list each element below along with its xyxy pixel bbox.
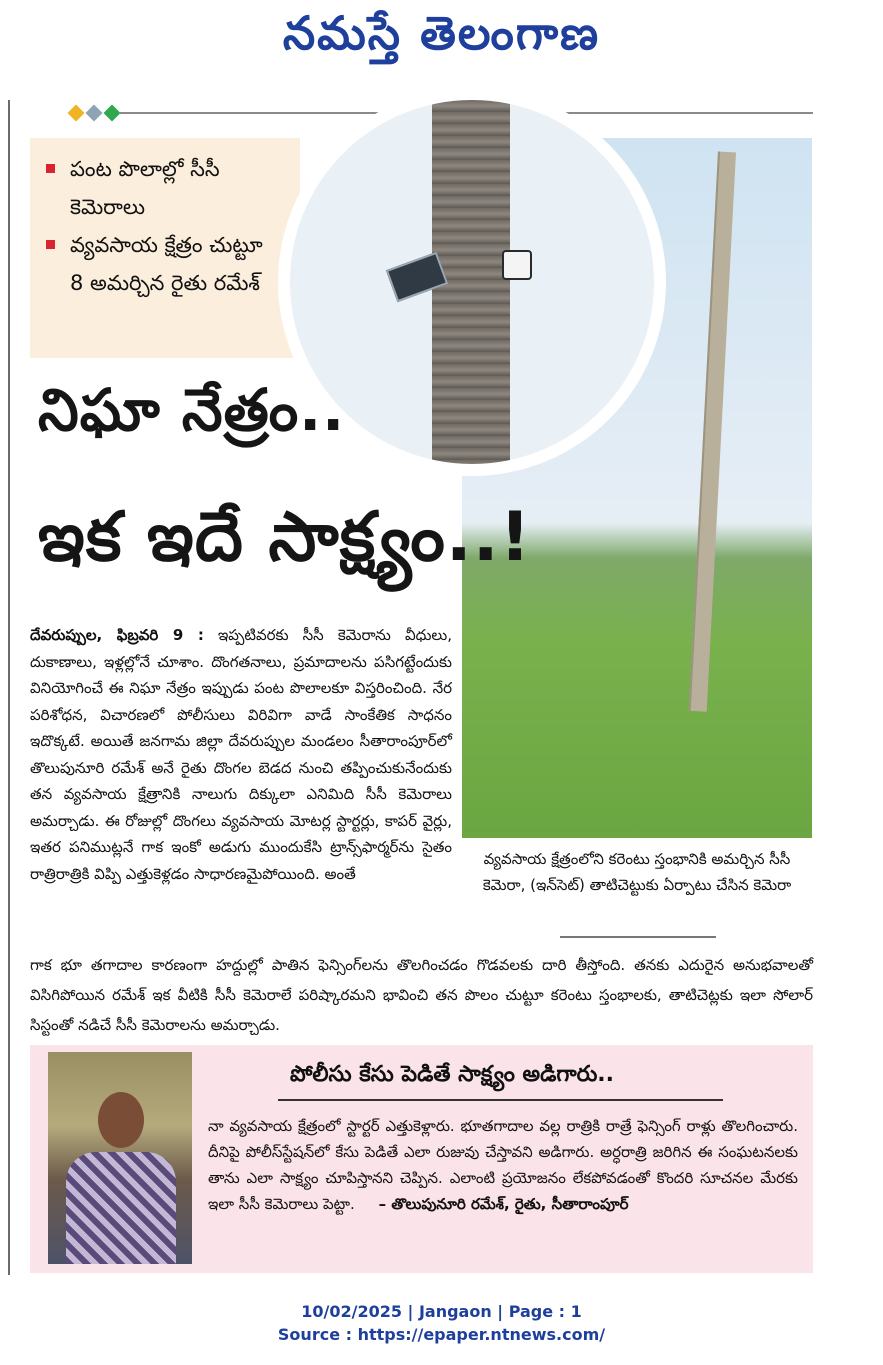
bullet-icon — [46, 164, 55, 173]
headline-line2: ఇక ఇదే సాక్ష్యం..! — [38, 498, 532, 577]
highlight-text: వ్యవసాయ క్షేత్రం చుట్టూ 8 అమర్చిన రైతు రమేశ్ — [70, 233, 263, 295]
caption-rule — [560, 936, 716, 938]
farmer-photo — [48, 1052, 192, 1264]
highlights-box — [30, 138, 300, 358]
quote-title-rule — [278, 1099, 723, 1101]
quote-box-title: పోలీసు కేసు పెడితే సాక్ష్యం అడిగారు.. — [290, 1062, 615, 1087]
camera-icon — [502, 250, 532, 280]
bullet-icon — [46, 240, 55, 249]
article-body-wide: గాక భూ తగాదాల కారణంగా హద్దుల్లో పాతిన ఫెన్సింగ్‌లను తొలగించడం గొడవలకు దారి తీస్తోంది. తనకు ఎదురైన అనుభవాలతో విసిగిపోయిన రమేశ్ ఇక వీటికి సీసీ కెమెరాలే పరిష్కారమని భావించి తన పొలం చుట్టూ కరెంటు స్తంభాలకు, తాటిచెట్లకు ఇలా సోలార్ సిస్టంతో నడిచే సీసీ కెమెరాలను అమర్చాడు. — [30, 956, 813, 1034]
shirt-image — [66, 1152, 176, 1264]
quote-signature: – తొలుపునూరి రమేశ్, రైతు, సీతారాంపూర్ — [378, 1195, 629, 1213]
footer-source[interactable]: Source : https://epaper.ntnews.com/ — [277, 1325, 606, 1344]
highlight-item — [30, 150, 270, 226]
highlight-text: పంట పొలాల్లో సీసీ కెమెరాలు — [70, 157, 220, 219]
diamond-ornament-icon — [70, 104, 124, 123]
article-text: ఇప్పటివరకు సీసీ కెమెరాను వీధులు, దుకాణాలు, ఇళ్లల్లోనే చూశాం. దొంగతనాలు, ప్రమాదాలను పసిగట్టేందుకు వినియోగించే ఈ నిఘా నేత్రం ఇప్పుడు పంట పొలాలకూ విస్తరించింది. నేర పరిశోధన, విచారణలో పోలీసులు విరివిగా వాడే సాంకేతిక సాధనం ఇదొక్కటే. అయితే జనగామ జిల్లా దేవరుప్పుల మండలం సీతారాంపూర్‌లో తొలుపునూరి రమేశ్ అనే రైతు దొంగల బెడద నుంచి తప్పించుకునేందుకు తన వ్యవసాయ క్షేత్రానికి నాలుగు దిక్కులా ఎనిమిది సీసీ కెమెరాలు అమర్చాడు. ఈ రోజుల్లో దొంగలు వ్యవసాయ మోటర్ల స్టార్టర్లు, కాపర్ వైర్లు, ఇతర పనిముట్లనే గాక ఇంకో అడుగు ముందుకేసి ట్రాన్స్‌ఫార్మర్‌ను సైతం రాత్రిరాత్రికి విప్పి ఎత్తుకెళ్లడం సాధారణమైపోయింది. అంతే — [30, 626, 452, 883]
photo-caption: వ్యవసాయ క్షేత్రంలోని కరెంటు స్తంభానికి అమర్చిన సీసీ కెమెరా, (ఇన్‌సెట్) తాటిచెట్టుకు ఏర్పాటు చేసిన కెమెరా — [482, 850, 792, 894]
footer — [0, 1300, 883, 1346]
masthead — [0, 0, 883, 78]
highlight-item — [30, 226, 280, 302]
article-body-narrow — [30, 622, 452, 887]
masthead-title: నమస్తే తెలంగాణ — [282, 6, 601, 60]
footer-date-edition: 10/02/2025 | Jangaon | Page : 1 — [301, 1302, 582, 1321]
dateline: దేవరుప్పుల, ఫిబ్రవరి 9 : — [30, 626, 204, 644]
left-column-rule — [8, 100, 10, 1275]
quote-box-body — [208, 1113, 798, 1217]
face-image — [98, 1092, 144, 1148]
quote-text: నా వ్యవసాయ క్షేత్రంలో స్టార్టర్ ఎత్తుకెళ్లారు. భూతగాదాల వల్ల రాత్రికి రాత్రే ఫెన్సింగ్ రాళ్లు తొలగించారు. దీనిపై పోలీస్‌స్టేషన్‌లో కేసు పెడితే ఎలా రుజువు చేస్తావని అడిగారు. అర్ధరాత్రి జరిగిన ఈ సంఘటనలకు తాను ఎలా సాక్ష్యం చూపిస్తానని చెప్పిన. ఎలాంటి ప్రయోజనం లేకపోవడంతో కొందరి సూచనల మేరకు ఇలా సీసీ కెమెరాలు పెట్టా. — [208, 1117, 798, 1213]
headline-line1: నిఘా నేత్రం.. — [38, 376, 346, 444]
